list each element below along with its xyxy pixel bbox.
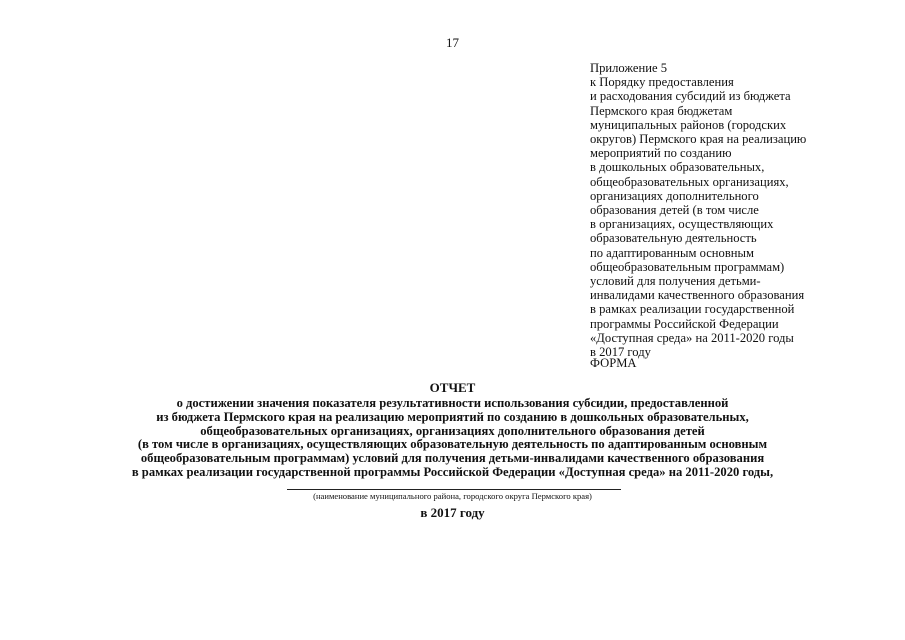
report-subtitle: [0, 397, 905, 480]
appendix-line: муниципальных районов (городских: [590, 117, 787, 132]
appendix-line: условий для получения детьми-: [590, 274, 761, 289]
appendix-line: инвалидами качественного образования: [590, 288, 805, 303]
appendix-block: [590, 61, 890, 359]
appendix-line: общеобразовательным программам): [590, 259, 785, 274]
report-subtitle-line: из бюджета Пермского края на реализацию мероприятий по созданию в дошкольных образовательных,: [156, 409, 749, 424]
appendix-line: по адаптированным основным: [590, 245, 754, 260]
forma-label: ФОРМА: [590, 356, 637, 370]
report-title: ОТЧЕТ: [429, 380, 476, 395]
report-subtitle-line: о достижении значения показателя результативности использования субсидии, предоставленной: [176, 396, 729, 410]
appendix-line: и расходования субсидий из бюджета: [590, 89, 791, 104]
appendix-line: в рамках реализации государственной: [590, 302, 795, 317]
appendix-line: в 2017 году: [590, 345, 651, 360]
appendix-line: организациях дополнительного: [590, 188, 759, 203]
report-year: в 2017 году: [420, 505, 485, 520]
appendix-line: мероприятий по созданию: [590, 146, 732, 161]
page-number: 17: [446, 35, 459, 50]
appendix-line: в дошкольных образовательных,: [590, 160, 765, 175]
appendix-line: Пермского края бюджетам: [590, 103, 733, 118]
appendix-line: округов) Пермского края на реализацию: [590, 132, 807, 147]
municipality-name-line: [287, 489, 621, 490]
report-subtitle-line: общеобразовательным программам) условий для получения детьми-инвалидами качественного образования: [140, 451, 765, 466]
appendix-line: образования детей (в том числе: [590, 203, 759, 218]
appendix-line: «Доступная среда» на 2011-2020 годы: [590, 330, 794, 345]
report-subtitle-line: общеобразовательных организациях, организациях дополнительного образования детей: [200, 423, 705, 438]
appendix-line: в организациях, осуществляющих: [590, 217, 774, 232]
appendix-line: образовательную деятельность: [590, 231, 757, 246]
report-subtitle-line: (в том числе в организациях, осуществляющих образовательную деятельность по адаптированным основным: [137, 437, 768, 452]
appendix-line: к Порядку предоставления: [590, 75, 734, 90]
report-subtitle-line: в рамках реализации государственной программы Российской Федерации «Доступная среда» на 2011-2020 годы,: [131, 464, 774, 479]
municipality-caption: (наименование муниципального района, городского округа Пермского края): [313, 491, 592, 501]
appendix-line: программы Российской Федерации: [590, 316, 779, 331]
appendix-line: Приложение 5: [590, 61, 668, 75]
appendix-line: общеобразовательных организациях,: [590, 174, 789, 189]
